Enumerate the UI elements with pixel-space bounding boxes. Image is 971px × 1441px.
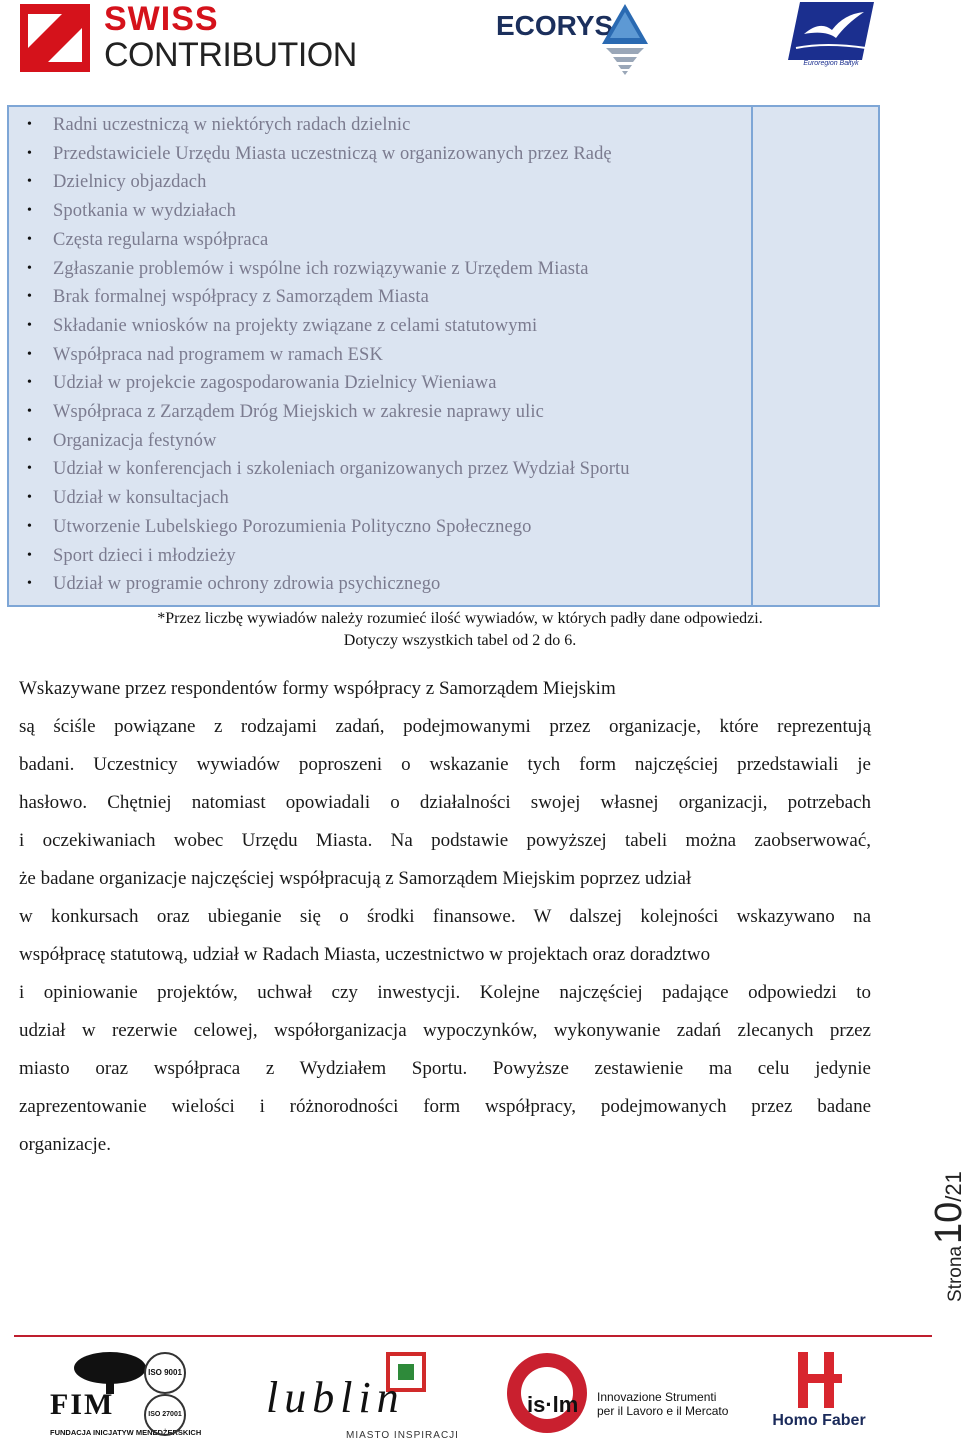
homo-faber-icon [792, 1350, 846, 1410]
ecorys-logo [496, 4, 656, 76]
body-line: hasłowo. Chętniej natomiast opowiadali o działalności swojej własnej organizacji, potrzebach [19, 792, 871, 813]
list-item: • Udział w konsultacjach [9, 484, 751, 513]
ecorys-triangle-icon [602, 4, 648, 76]
table-footnote-line2: Dotyczy wszystkich tabel od 2 do 6. [343, 632, 577, 649]
list-item: • Udział w programie ochrony zdrowia psychicznego [9, 570, 751, 599]
body-paragraph [19, 670, 871, 1164]
islm-description [597, 1390, 728, 1418]
list-item: • Składanie wniosków na projekty związane z celami statutowymi [9, 312, 751, 341]
lublin-logo [236, 1350, 459, 1441]
list-item: • Radni uczestniczą w niektórych radach dzielnic [9, 111, 751, 140]
list-item: • Brak formalnej współpracy z Samorządem Miasta [9, 283, 751, 312]
page-number [928, 1171, 971, 1302]
swiss-logo-line2: CONTRIBUTION [104, 36, 357, 74]
list-item: • Zgłaszanie problemów i wspólne ich rozwiązywanie z Urzędem Miasta [9, 255, 751, 284]
page-label: Strona [945, 1246, 966, 1302]
islm-logo-text: is·lm [527, 1392, 579, 1417]
iso-27001-badge: ISO 27001 [144, 1394, 186, 1436]
body-line: miasto oraz współpraca z Wydziałem Sportu. Powyższe zestawienie ma celu jedynie [19, 1058, 871, 1079]
body-line: Wskazywane przez respondentów formy współpracy z Samorządem Miejskim [19, 678, 616, 699]
list-item: • Organizacja festynów [9, 427, 751, 456]
swiss-logo-line1: SWISS [104, 0, 219, 38]
homo-faber-logo-text: Homo Faber [772, 1412, 866, 1429]
list-item: • Przedstawiciele Urzędu Miasta uczestniczą w organizowanych przez Radę [9, 140, 751, 169]
lublin-logo-text: lublin [266, 1373, 405, 1422]
body-line: są ściśle powiązane z rodzajami zadań, podejmowanymi przez organizacje, które reprezentują [19, 716, 871, 737]
list-item: • Spotkania w wydziałach [9, 197, 751, 226]
list-item: • Współpraca nad programem w ramach ESK [9, 341, 751, 370]
body-line: badani. Uczestnicy wywiadów poproszeni o wskazanie tych form najczęściej przedstawiali je [19, 754, 871, 775]
footer-divider [14, 1335, 932, 1337]
islm-desc-line2: per il Lavoro e il Mercato [597, 1404, 729, 1418]
cooperation-forms-list [9, 111, 751, 599]
list-item: • Współpraca z Zarządem Dróg Miejskich w zakresie naprawy ulic [9, 398, 751, 427]
list-item: • Udział w projekcie zagospodarowania Dzielnicy Wieniawa [9, 369, 751, 398]
list-item: • Utworzenie Lubelskiego Porozumienia Polityczno Społecznego [9, 513, 751, 542]
body-line: zaprezentowanie wielości i różnorodności form współpracy, podejmowanych przez badane [19, 1096, 871, 1117]
body-line: że badane organizacje najczęściej współpracują z Samorządem Miejskim poprzez udział [19, 868, 692, 889]
page-total: /21 [941, 1171, 966, 1202]
list-item: • Częsta regularna współpraca [9, 226, 751, 255]
page-current: 10 [928, 1201, 970, 1245]
body-line: w konkursach oraz ubieganie się o środki finansowe. W dalszej kolejności wskazywano na [19, 906, 871, 927]
euroregion-baltyk-logo [786, 0, 876, 74]
fim-logo [50, 1350, 202, 1438]
islm-logo [505, 1350, 729, 1438]
cooperation-forms-table [7, 105, 880, 607]
swiss-contribution-logo [20, 0, 365, 74]
table-count-cell [753, 107, 878, 605]
table-footnote-line1: *Przez liczbę wywiadów należy rozumieć ilość wywiadów, w których padły dane odpowiedzi. [157, 610, 763, 627]
body-line: i opiniowanie projektów, uchwał czy inwestycji. Kolejne najczęściej padające odpowiedzi to [19, 982, 871, 1003]
euroregion-caption: Euroregion Bałtyk [803, 60, 859, 67]
fim-logo-text: FIM [50, 1388, 115, 1421]
list-item: • Dzielnicy objazdach [9, 168, 751, 197]
iso-9001-badge: ISO 9001 [144, 1352, 186, 1394]
swiss-flag-icon [20, 4, 90, 72]
body-line: i oczekiwaniach wobec Urzędu Miasta. Na podstawie powyższej tabeli można zaobserwować, [19, 830, 871, 851]
lublin-logo-subtitle: MIASTO INSPIRACJI [346, 1430, 459, 1441]
list-item: • Udział w konferencjach i szkoleniach organizowanych przez Wydział Sportu [9, 455, 751, 484]
homo-faber-logo [764, 1350, 874, 1436]
seagull-icon [786, 0, 876, 62]
ecorys-logo-text: ECORYS [496, 10, 614, 41]
fim-logo-subtitle: FUNDACJA INICJATYW MENEDŻERSKICH [50, 1428, 202, 1437]
body-line: współpracę statutową, udział w Radach Miasta, uczestnictwo w projektach oraz doradztwo [19, 944, 711, 965]
body-line: udział w rezerwie celowej, współorganizacja wypoczynków, wykonywanie zadań zlecanych przez [19, 1020, 871, 1041]
islm-desc-line1: Innovazione Strumenti [597, 1390, 717, 1404]
body-line: organizacje. [19, 1134, 111, 1155]
list-item: • Sport dzieci i młodzieży [9, 542, 751, 571]
